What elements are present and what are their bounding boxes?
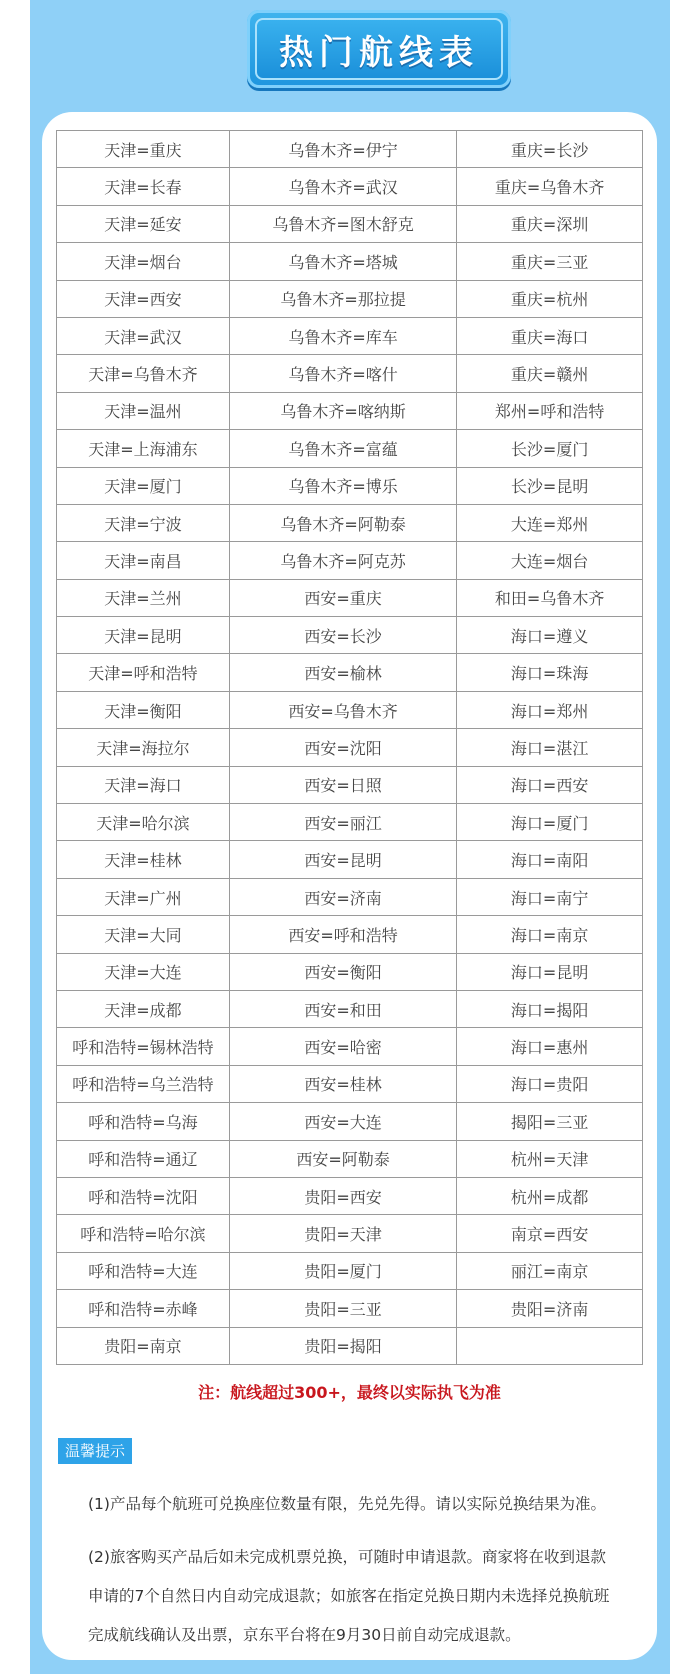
route-cell: 大连=烟台 xyxy=(457,542,643,579)
route-cell: 贵阳=三亚 xyxy=(229,1290,456,1327)
table-row xyxy=(57,1177,643,1214)
route-cell: 大连=郑州 xyxy=(457,504,643,541)
content-card xyxy=(42,112,657,1660)
route-cell: 西安=阿勒泰 xyxy=(229,1140,456,1177)
tips-badge: 温馨提示 xyxy=(58,1438,132,1464)
route-cell: 海口=南京 xyxy=(457,916,643,953)
route-cell: 杭州=成都 xyxy=(457,1177,643,1214)
route-cell: 贵阳=西安 xyxy=(229,1177,456,1214)
routes-table xyxy=(56,130,643,1365)
table-row xyxy=(57,504,643,541)
table-row xyxy=(57,1215,643,1252)
route-cell: 乌鲁木齐=伊宁 xyxy=(229,131,456,168)
table-row xyxy=(57,467,643,504)
route-cell: 天津=宁波 xyxy=(57,504,230,541)
route-cell: 海口=昆明 xyxy=(457,953,643,990)
table-row xyxy=(57,355,643,392)
table-row xyxy=(57,243,643,280)
route-cell: 天津=广州 xyxy=(57,878,230,915)
route-cell: 天津=烟台 xyxy=(57,243,230,280)
route-cell: 重庆=赣州 xyxy=(457,355,643,392)
route-cell: 贵阳=天津 xyxy=(229,1215,456,1252)
route-cell: 贵阳=厦门 xyxy=(229,1252,456,1289)
table-row xyxy=(57,916,643,953)
route-cell: 海口=南阳 xyxy=(457,841,643,878)
route-cell: 天津=南昌 xyxy=(57,542,230,579)
route-cell: 天津=乌鲁木齐 xyxy=(57,355,230,392)
route-cell xyxy=(457,1327,643,1364)
route-cell: 天津=长春 xyxy=(57,168,230,205)
route-cell: 西安=长沙 xyxy=(229,617,456,654)
route-cell: 揭阳=三亚 xyxy=(457,1103,643,1140)
route-cell: 贵阳=揭阳 xyxy=(229,1327,456,1364)
route-cell: 海口=厦门 xyxy=(457,804,643,841)
table-row xyxy=(57,280,643,317)
table-row xyxy=(57,1065,643,1102)
routes-table-body xyxy=(57,131,643,1365)
table-row xyxy=(57,205,643,242)
table-row xyxy=(57,766,643,803)
route-cell: 乌鲁木齐=喀什 xyxy=(229,355,456,392)
route-cell: 乌鲁木齐=那拉提 xyxy=(229,280,456,317)
route-cell: 呼和浩特=哈尔滨 xyxy=(57,1215,230,1252)
route-cell: 海口=揭阳 xyxy=(457,990,643,1027)
table-row xyxy=(57,168,643,205)
route-cell: 天津=衡阳 xyxy=(57,691,230,728)
route-cell: 杭州=天津 xyxy=(457,1140,643,1177)
route-cell: 海口=贵阳 xyxy=(457,1065,643,1102)
table-row xyxy=(57,1252,643,1289)
route-cell: 重庆=三亚 xyxy=(457,243,643,280)
table-row xyxy=(57,392,643,429)
table-row xyxy=(57,579,643,616)
route-cell: 天津=哈尔滨 xyxy=(57,804,230,841)
route-cell: 海口=珠海 xyxy=(457,654,643,691)
route-cell: 和田=乌鲁木齐 xyxy=(457,579,643,616)
route-cell: 西安=哈密 xyxy=(229,1028,456,1065)
table-row xyxy=(57,691,643,728)
route-cell: 丽江=南京 xyxy=(457,1252,643,1289)
route-cell: 乌鲁木齐=阿克苏 xyxy=(229,542,456,579)
table-row xyxy=(57,1290,643,1327)
route-cell: 天津=兰州 xyxy=(57,579,230,616)
route-cell: 贵阳=南京 xyxy=(57,1327,230,1364)
route-cell: 西安=乌鲁木齐 xyxy=(229,691,456,728)
route-cell: 乌鲁木齐=富蕴 xyxy=(229,430,456,467)
route-cell: 乌鲁木齐=塔城 xyxy=(229,243,456,280)
route-cell: 天津=呼和浩特 xyxy=(57,654,230,691)
route-cell: 呼和浩特=通辽 xyxy=(57,1140,230,1177)
route-cell: 西安=和田 xyxy=(229,990,456,1027)
title-banner xyxy=(247,10,511,88)
route-cell: 天津=昆明 xyxy=(57,617,230,654)
page-title: 热门航线表 xyxy=(279,32,479,73)
route-cell: 天津=桂林 xyxy=(57,841,230,878)
route-cell: 呼和浩特=乌海 xyxy=(57,1103,230,1140)
route-cell: 郑州=呼和浩特 xyxy=(457,392,643,429)
route-cell: 天津=成都 xyxy=(57,990,230,1027)
route-cell: 天津=海拉尔 xyxy=(57,729,230,766)
table-row xyxy=(57,317,643,354)
route-cell: 天津=重庆 xyxy=(57,131,230,168)
route-cell: 天津=大同 xyxy=(57,916,230,953)
table-row xyxy=(57,1327,643,1364)
route-cell: 西安=衡阳 xyxy=(229,953,456,990)
table-row xyxy=(57,1103,643,1140)
table-row xyxy=(57,990,643,1027)
table-row xyxy=(57,878,643,915)
route-cell: 海口=遵义 xyxy=(457,617,643,654)
route-cell: 乌鲁木齐=阿勒泰 xyxy=(229,504,456,541)
tip-item-2: (2)旅客购买产品后如未完成机票兑换，可随时申请退款。商家将在收到退款申请的7个自然日内自动完成退款；如旅客在指定兑换日期内未选择兑换航班完成航线确认及出票，京东平台将在9月30日前自动完成退款。 xyxy=(88,1548,610,1644)
route-cell: 乌鲁木齐=图木舒克 xyxy=(229,205,456,242)
route-cell: 呼和浩特=锡林浩特 xyxy=(57,1028,230,1065)
table-row xyxy=(57,953,643,990)
table-row xyxy=(57,1140,643,1177)
route-cell: 呼和浩特=乌兰浩特 xyxy=(57,1065,230,1102)
table-row xyxy=(57,542,643,579)
route-cell: 天津=上海浦东 xyxy=(57,430,230,467)
route-cell: 重庆=海口 xyxy=(457,317,643,354)
route-cell: 海口=西安 xyxy=(457,766,643,803)
route-cell: 乌鲁木齐=博乐 xyxy=(229,467,456,504)
table-row xyxy=(57,804,643,841)
route-cell: 呼和浩特=大连 xyxy=(57,1252,230,1289)
route-cell: 重庆=乌鲁木齐 xyxy=(457,168,643,205)
route-cell: 天津=海口 xyxy=(57,766,230,803)
route-cell: 西安=昆明 xyxy=(229,841,456,878)
route-cell: 长沙=厦门 xyxy=(457,430,643,467)
route-cell: 贵阳=济南 xyxy=(457,1290,643,1327)
table-row xyxy=(57,729,643,766)
route-cell: 西安=呼和浩特 xyxy=(229,916,456,953)
route-cell: 长沙=昆明 xyxy=(457,467,643,504)
route-cell: 乌鲁木齐=库车 xyxy=(229,317,456,354)
route-cell: 天津=西安 xyxy=(57,280,230,317)
route-cell: 海口=南宁 xyxy=(457,878,643,915)
route-cell: 天津=大连 xyxy=(57,953,230,990)
route-cell: 南京=西安 xyxy=(457,1215,643,1252)
route-cell: 重庆=杭州 xyxy=(457,280,643,317)
tip-item-1: (1)产品每个航班可兑换座位数量有限，先兑先得。请以实际兑换结果为准。 xyxy=(88,1495,606,1513)
table-row xyxy=(57,430,643,467)
route-cell: 海口=惠州 xyxy=(457,1028,643,1065)
title-banner-inner xyxy=(255,18,503,80)
route-cell: 重庆=长沙 xyxy=(457,131,643,168)
route-cell: 西安=日照 xyxy=(229,766,456,803)
route-cell: 天津=温州 xyxy=(57,392,230,429)
route-cell: 西安=济南 xyxy=(229,878,456,915)
route-cell: 重庆=深圳 xyxy=(457,205,643,242)
table-row xyxy=(57,654,643,691)
table-row xyxy=(57,131,643,168)
route-cell: 海口=湛江 xyxy=(457,729,643,766)
route-cell: 西安=沈阳 xyxy=(229,729,456,766)
route-cell: 西安=丽江 xyxy=(229,804,456,841)
route-cell: 乌鲁木齐=喀纳斯 xyxy=(229,392,456,429)
route-cell: 呼和浩特=沈阳 xyxy=(57,1177,230,1214)
route-cell: 乌鲁木齐=武汉 xyxy=(229,168,456,205)
route-cell: 天津=延安 xyxy=(57,205,230,242)
routes-note: 注：航线超过300+，最终以实际执飞为准 xyxy=(198,1383,501,1402)
route-cell: 西安=大连 xyxy=(229,1103,456,1140)
route-cell: 呼和浩特=赤峰 xyxy=(57,1290,230,1327)
route-cell: 天津=武汉 xyxy=(57,317,230,354)
route-cell: 天津=厦门 xyxy=(57,467,230,504)
table-row xyxy=(57,1028,643,1065)
table-row xyxy=(57,841,643,878)
table-row xyxy=(57,617,643,654)
route-cell: 西安=桂林 xyxy=(229,1065,456,1102)
route-cell: 西安=重庆 xyxy=(229,579,456,616)
route-cell: 西安=榆林 xyxy=(229,654,456,691)
route-cell: 海口=郑州 xyxy=(457,691,643,728)
